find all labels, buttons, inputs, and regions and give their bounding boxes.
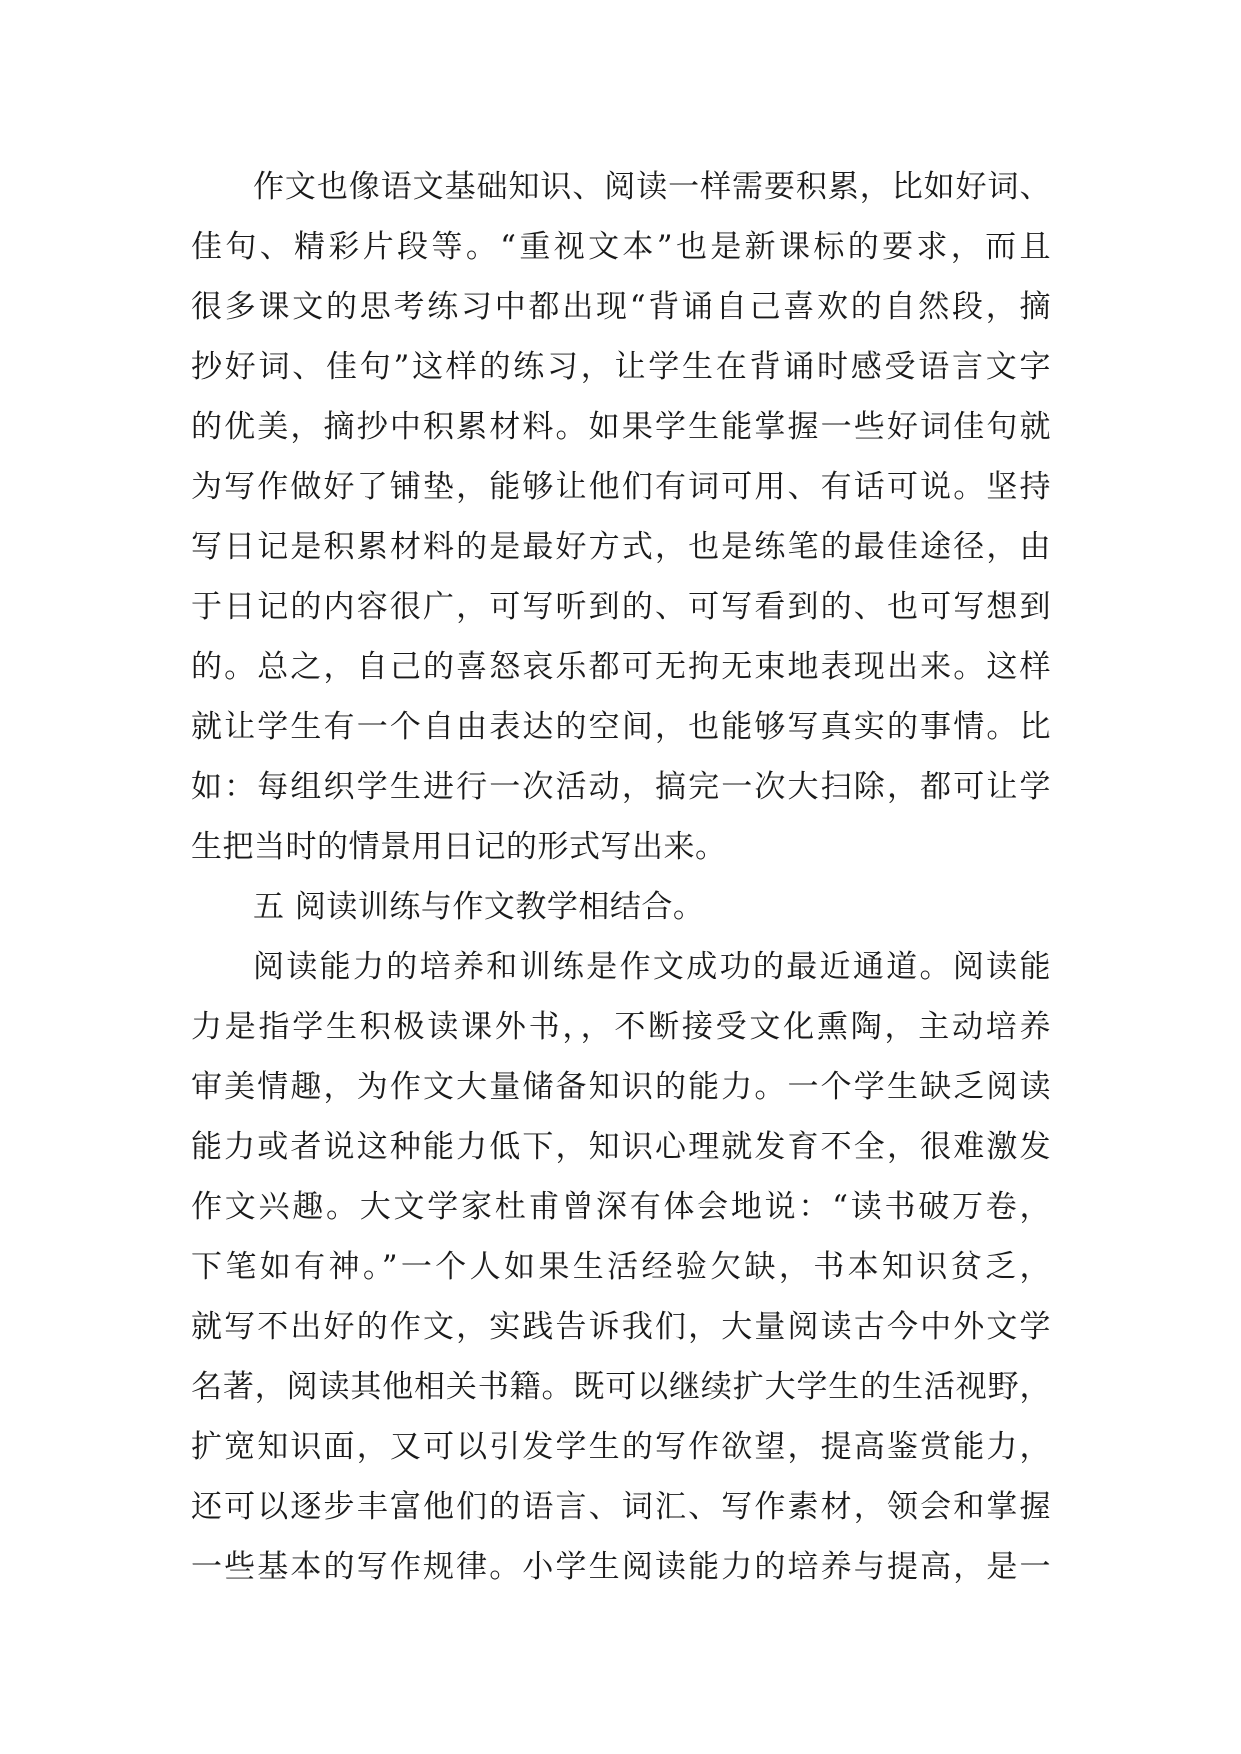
text-line: 扩宽知识面，又可以引发学生的写作欲望，提高鉴赏能力， bbox=[191, 1429, 1051, 1465]
text-line: 一些基本的写作规律。小学生阅读能力的培养与提高，是一 bbox=[191, 1549, 1051, 1585]
text-line: 就让学生有一个自由表达的空间，也能够写真实的事情。比 bbox=[191, 709, 1051, 745]
text-line: 为写作做好了铺垫，能够让他们有词可用、有话可说。坚持 bbox=[191, 469, 1051, 505]
text-line: 生把当时的情景用日记的形式写出来。 bbox=[191, 829, 727, 865]
text-line: 名著，阅读其他相关书籍。既可以继续扩大学生的生活视野， bbox=[191, 1369, 1051, 1405]
text-line: 很多课文的思考练习中都出现“背诵自己喜欢的自然段，摘 bbox=[191, 289, 1051, 325]
text-line: 于日记的内容很广，可写听到的、可写看到的、也可写想到 bbox=[191, 589, 1051, 625]
text-line: 还可以逐步丰富他们的语言、词汇、写作素材，领会和掌握 bbox=[191, 1489, 1051, 1525]
text-line: 如：每组织学生进行一次活动，搞完一次大扫除，都可让学 bbox=[191, 769, 1051, 805]
paragraph-writing-accumulation bbox=[191, 157, 1051, 877]
text-line: 作文兴趣。大文学家杜甫曾深有体会地说：“读书破万卷， bbox=[191, 1189, 1051, 1225]
text-line: 力是指学生积极读课外书，，不断接受文化熏陶，主动培养 bbox=[191, 1009, 1051, 1045]
text-line: 抄好词、佳句”这样的练习，让学生在背诵时感受语言文字 bbox=[191, 349, 1051, 385]
section-heading: 五 阅读训练与作文教学相结合。 bbox=[253, 889, 705, 925]
text-line: 写日记是积累材料的是最好方式，也是练笔的最佳途径，由 bbox=[191, 529, 1051, 565]
text-line: 就写不出好的作文，实践告诉我们，大量阅读古今中外文学 bbox=[191, 1309, 1051, 1345]
paragraph-reading-training bbox=[191, 937, 1051, 1597]
text-line: 的。总之，自己的喜怒哀乐都可无拘无束地表现出来。这样 bbox=[191, 649, 1051, 685]
text-line: 的优美，摘抄中积累材料。如果学生能掌握一些好词佳句就 bbox=[191, 409, 1051, 445]
text-line: 作文也像语文基础知识、阅读一样需要积累，比如好词、 bbox=[253, 169, 1051, 205]
text-line: 审美情趣，为作文大量储备知识的能力。一个学生缺乏阅读 bbox=[191, 1069, 1051, 1105]
text-line: 佳句、精彩片段等。“重视文本”也是新课标的要求，而且 bbox=[191, 229, 1051, 265]
body-text bbox=[191, 157, 1051, 1597]
text-line: 下笔如有神。”一个人如果生活经验欠缺，书本知识贫乏， bbox=[191, 1249, 1051, 1285]
text-line: 阅读能力的培养和训练是作文成功的最近通道。阅读能 bbox=[253, 949, 1051, 985]
text-line: 能力或者说这种能力低下，知识心理就发育不全，很难激发 bbox=[191, 1129, 1051, 1165]
